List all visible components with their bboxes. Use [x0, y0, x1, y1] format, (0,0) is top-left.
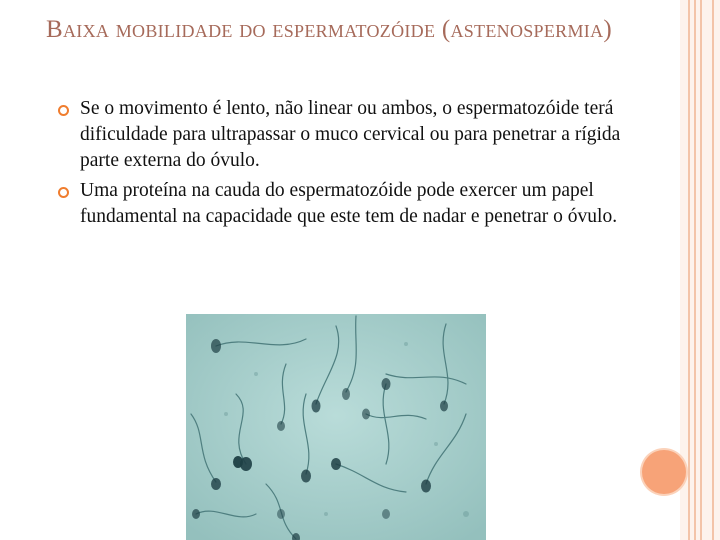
- bullet-text: Se o movimento é lento, não linear ou ambos, o espermatozóide terá dificuldade para ultrapassar o muco cervical ou para penetrar a rígida parte externa do óvulo.: [80, 98, 621, 171]
- decor-stripe: [694, 0, 696, 540]
- bullet-list: [58, 96, 638, 234]
- bullet-item: [58, 178, 638, 230]
- decorative-circle: [642, 450, 686, 494]
- slide-title: Baixa mobilidade do espermatozóide (astenospermia): [46, 16, 612, 43]
- decor-stripe: [700, 0, 702, 540]
- bullet-item: [58, 96, 638, 174]
- right-decoration-band: [680, 0, 720, 540]
- bullet-text: Uma proteína na cauda do espermatozóide pode exercer um papel fundamental na capacidade que este tem de nadar e penetrar o óvulo.: [80, 180, 618, 227]
- decor-stripe: [688, 0, 690, 540]
- sperm-micrograph-image: [186, 314, 486, 540]
- decor-stripe: [712, 0, 714, 540]
- bullet-circle-icon: [58, 105, 69, 116]
- bullet-circle-icon: [58, 187, 69, 198]
- micrograph-svg: [186, 314, 486, 540]
